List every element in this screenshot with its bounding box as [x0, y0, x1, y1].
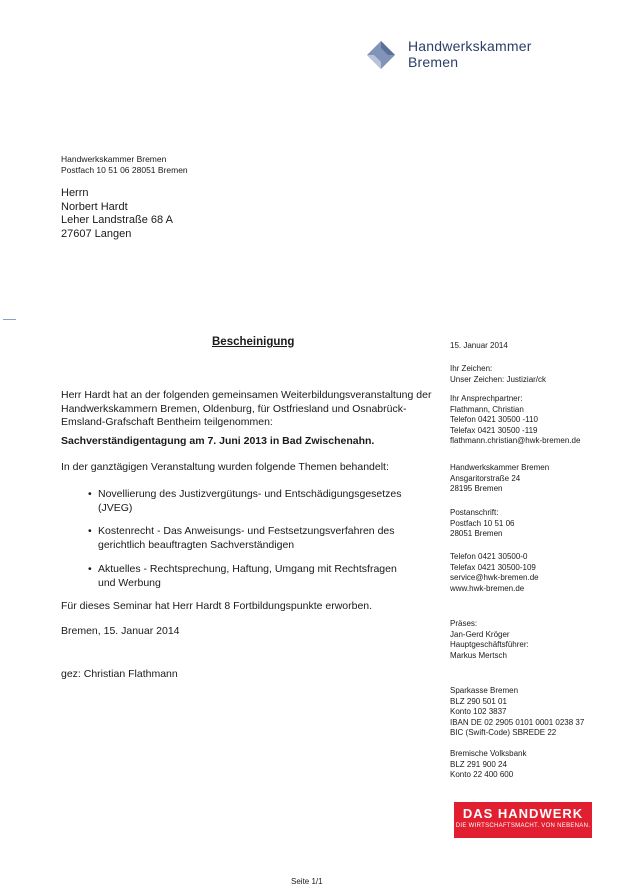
- sender-address: Postfach 10 51 06 28051 Bremen: [61, 165, 188, 175]
- signature-line: gez: Christian Flathmann: [61, 668, 178, 680]
- fold-mark: [3, 319, 16, 320]
- intro-line: Herr Hardt hat an der folgenden gemeinsamen Weiterbildungsveranstaltung der: [61, 389, 432, 401]
- recipient-street: Leher Landstraße 68 A: [61, 214, 173, 226]
- page-number: Seite 1/1: [291, 877, 323, 886]
- recipient-salutation: Herrn: [61, 187, 89, 199]
- postal-label: Postanschrift:: [450, 508, 499, 517]
- president-name: Jan-Gerd Kröger: [450, 629, 510, 639]
- topic-line: und Werbung: [98, 576, 161, 589]
- bullet-icon: •: [88, 488, 92, 500]
- das-handwerk-badge: [454, 802, 592, 838]
- topic-line: Aktuelles - Rechtsprechung, Haftung, Umgang mit Rechtsfragen: [98, 563, 397, 575]
- bank-account: Konto 102 3837: [450, 707, 507, 716]
- topic-item: [88, 488, 402, 515]
- topic-item: [88, 525, 395, 552]
- office-street: Ansgaritorstraße 24: [450, 473, 521, 483]
- management-block: [450, 619, 529, 661]
- logo-line-2: Bremen: [408, 54, 459, 70]
- topic-line: Novellierung des Justizvergütungs- und Entschädigungsgesetzes: [98, 488, 402, 500]
- points-statement: Für dieses Seminar hat Herr Hardt 8 Fortbildungspunkte erworben.: [61, 600, 373, 612]
- place-date: Bremen, 15. Januar 2014: [61, 625, 180, 637]
- postal-box: Postfach 10 51 06: [450, 518, 515, 528]
- topic-line: (JVEG): [98, 501, 133, 514]
- badge-title: DAS HANDWERK: [462, 806, 584, 821]
- sender-line: [61, 154, 188, 176]
- bank-account: Konto 22 400 600: [450, 770, 514, 779]
- office-address-block: [450, 463, 549, 495]
- reference-block: [450, 364, 546, 385]
- topic-line: gerichtlich beauftragten Sachverständigen: [98, 538, 295, 551]
- bank-name: Bremische Volksbank: [450, 749, 527, 758]
- recipient-address: [61, 187, 173, 241]
- bullet-icon: •: [88, 563, 92, 575]
- topic-line: Kostenrecht - Das Anweisungs- und Festsetzungsverfahren des: [98, 525, 395, 537]
- contact-person-block: [450, 394, 580, 447]
- intro-line: Emsland-Grafschaft Bentheim teilgenommen:: [61, 416, 273, 428]
- contact-email: flathmann.christian@hwk-bremen.de: [450, 436, 581, 445]
- general-website: www.hwk-bremen.de: [450, 583, 525, 593]
- bank-code: BLZ 291 900 24: [450, 759, 507, 769]
- document-title: Bescheinigung: [212, 336, 295, 348]
- bank-name: Sparkasse Bremen: [450, 686, 519, 695]
- bank-iban: IBAN DE 02 2905 0101 0001 0238 37: [450, 717, 585, 727]
- bank-block-2: [450, 749, 526, 781]
- general-fax: Telefax 0421 30500-109: [450, 562, 536, 572]
- their-reference: Ihr Zeichen:: [450, 364, 493, 373]
- bank-bic: BIC (Swift-Code) SBREDE 22: [450, 728, 557, 737]
- ceo-label: Hauptgeschäftsführer:: [450, 640, 529, 649]
- bullet-icon: •: [88, 525, 92, 537]
- general-email: service@hwk-bremen.de: [450, 573, 539, 582]
- logo-mark: [366, 40, 396, 70]
- postal-address-block: [450, 508, 515, 540]
- recipient-name: Norbert Hardt: [61, 200, 128, 213]
- office-name: Handwerkskammer Bremen: [450, 463, 550, 472]
- contact-phone: Telefon 0421 30500 -110: [450, 415, 538, 424]
- president-label: Präses:: [450, 619, 478, 628]
- contact-label: Ihr Ansprechpartner:: [450, 394, 523, 403]
- ceo-name: Markus Mertsch: [450, 650, 507, 660]
- bank-code: BLZ 290 501 01: [450, 696, 507, 706]
- office-city: 28195 Bremen: [450, 484, 503, 493]
- general-phone: Telefon 0421 30500-0: [450, 552, 528, 561]
- postal-city: 28051 Bremen: [450, 529, 503, 538]
- intro-paragraph: [61, 389, 431, 430]
- recipient-city: 27607 Langen: [61, 227, 132, 240]
- badge-tagline: DIE WIRTSCHAFTSMACHT. VON NEBENAN.: [455, 823, 591, 829]
- sender-name: Handwerkskammer Bremen: [61, 154, 167, 164]
- general-contact-block: [450, 552, 539, 594]
- our-reference: Unser Zeichen: Justiziar/ck: [450, 374, 547, 384]
- topics-intro: In der ganztägigen Veranstaltung wurden folgende Themen behandelt:: [61, 461, 389, 473]
- bank-block-1: [450, 686, 584, 739]
- contact-name: Flathmann, Christian: [450, 404, 524, 414]
- intro-line: Handwerkskammern Bremen, Oldenburg, für Ostfriesland und Osnabrück-: [61, 402, 407, 415]
- contact-fax: Telefax 0421 30500 -119: [450, 425, 538, 435]
- logo-line-1: Handwerkskammer: [408, 38, 532, 54]
- topic-item: [88, 563, 397, 590]
- event-line: Sachverständigentagung am 7. Juni 2013 in Bad Zwischenahn.: [61, 435, 375, 447]
- letter-date: 15. Januar 2014: [450, 341, 508, 350]
- logo-text: [408, 38, 532, 70]
